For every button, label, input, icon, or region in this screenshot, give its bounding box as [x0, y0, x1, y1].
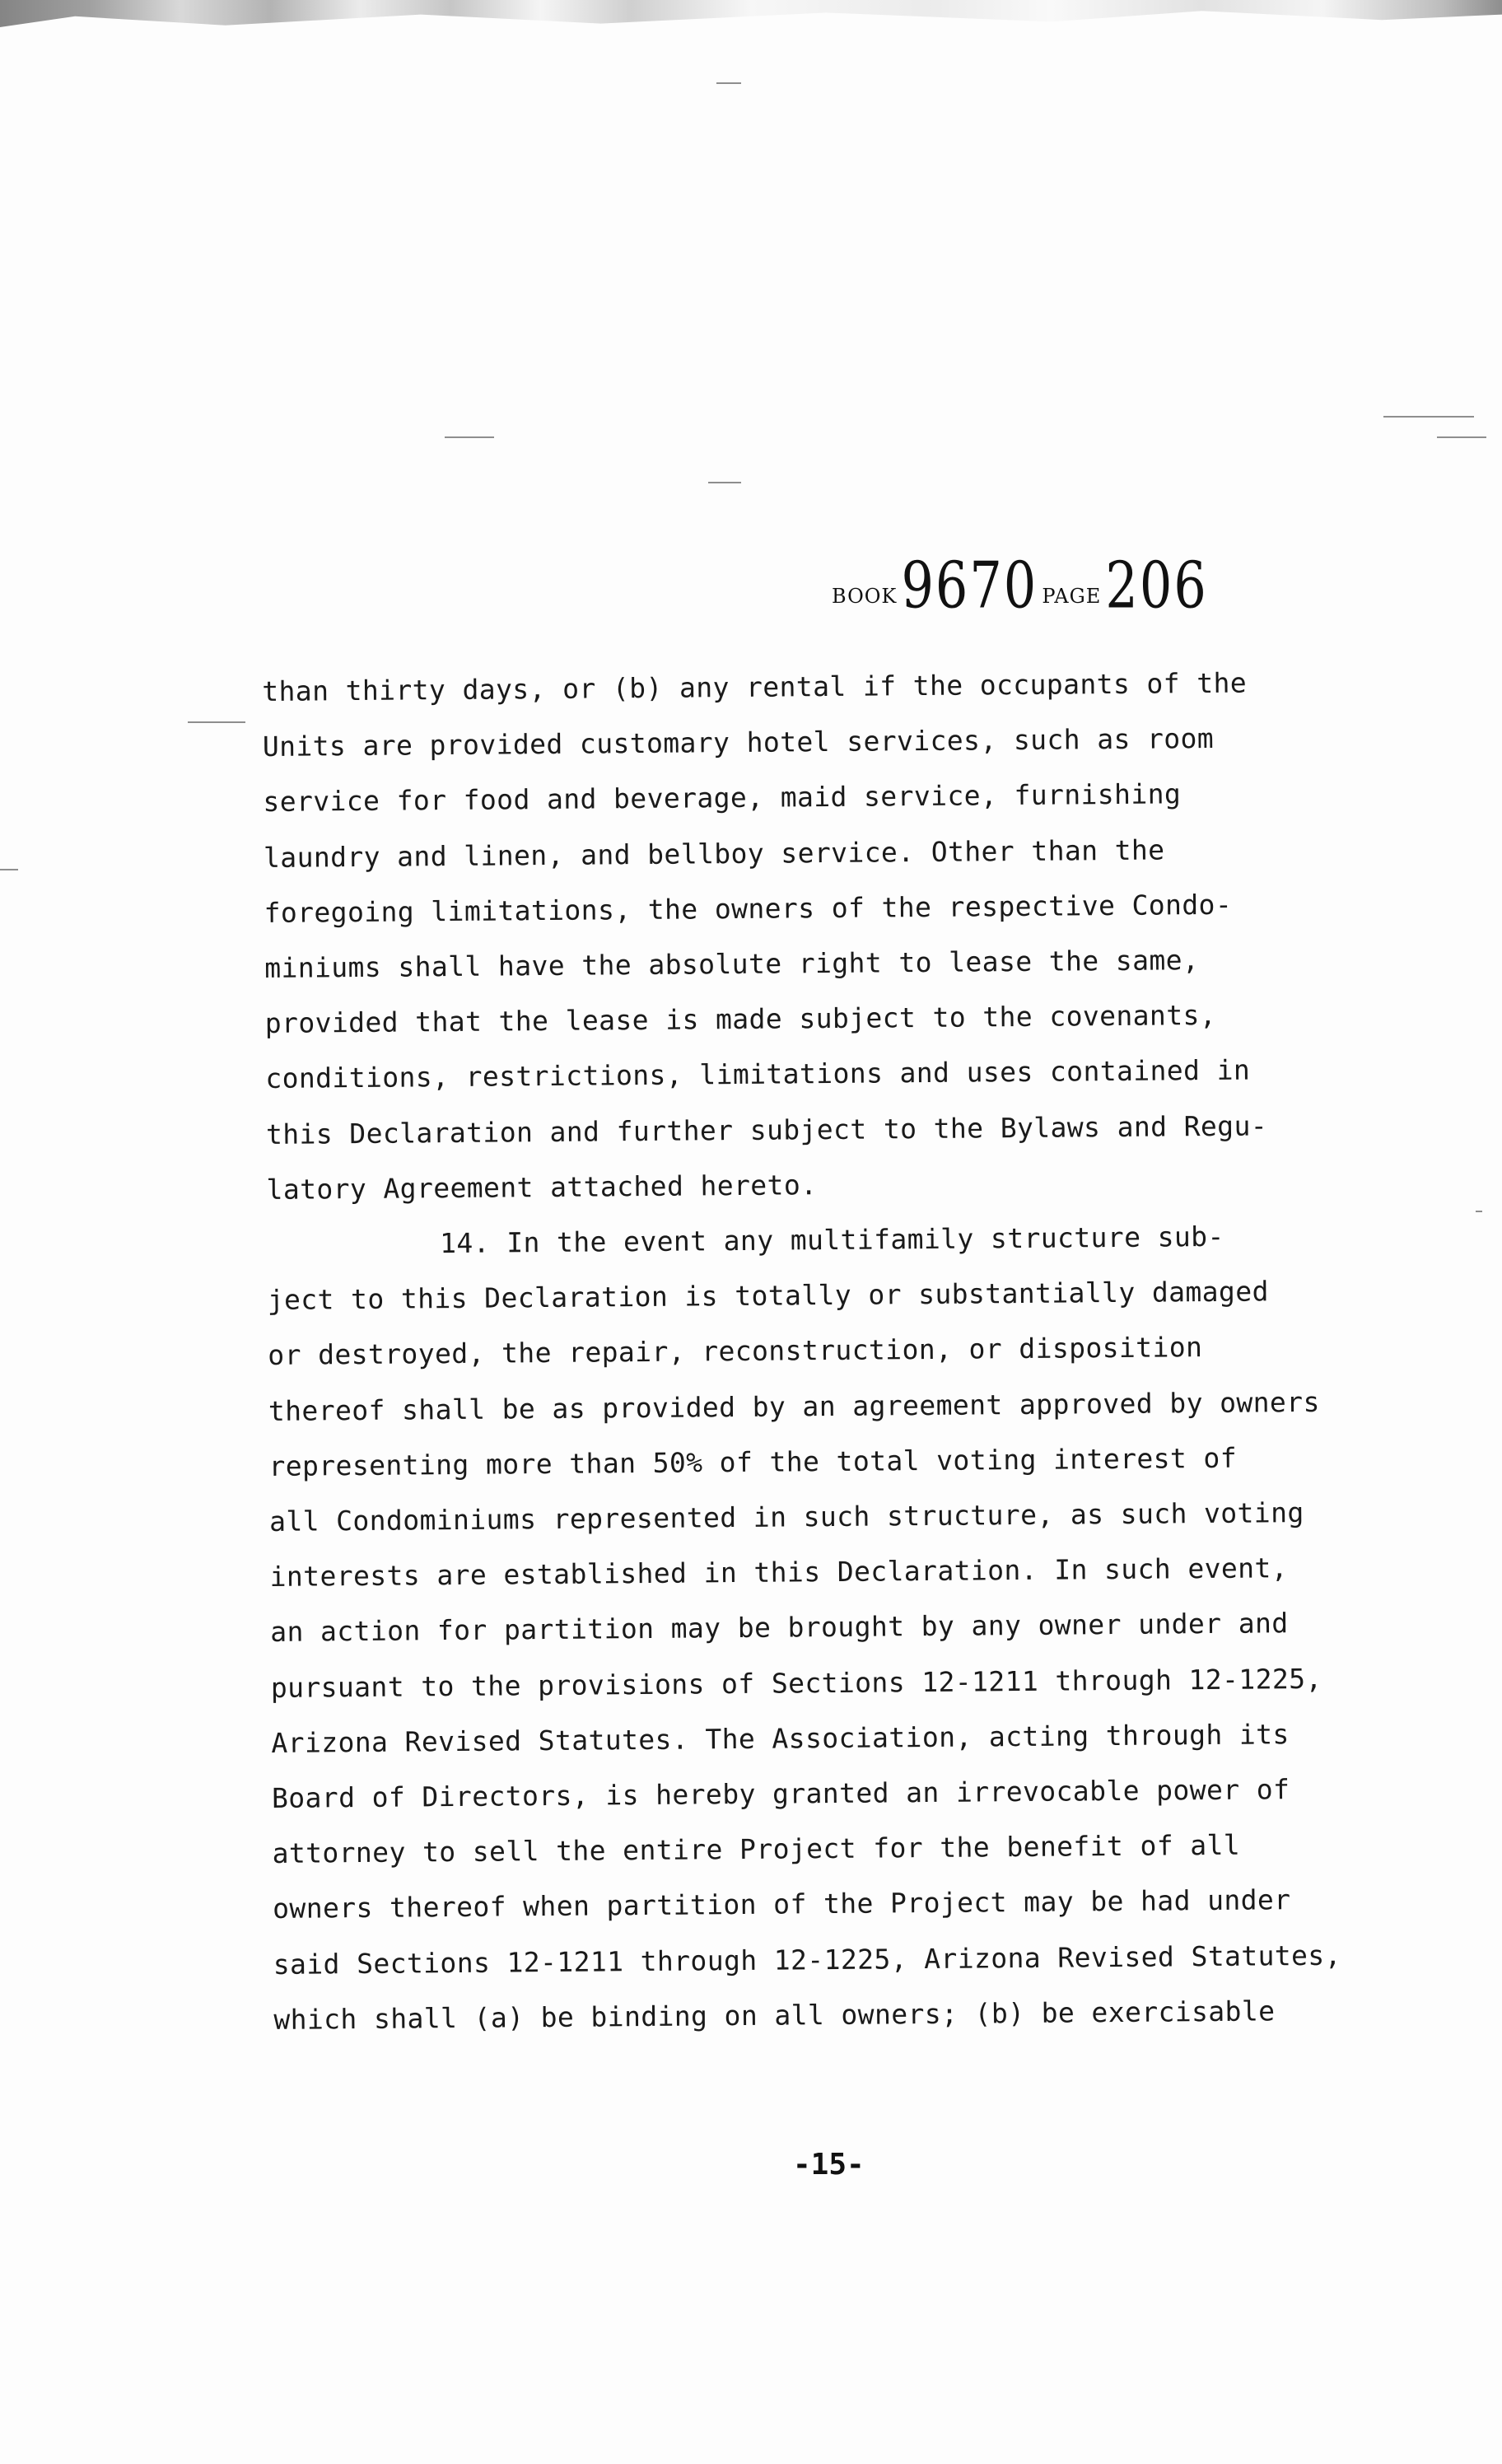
text-line: all Condominiums represented in such structure, as such voting: [268, 1496, 1304, 1538]
text-line: laundry and linen, and bellboy service. Other than the: [263, 833, 1165, 874]
text-line: Board of Directors, is hereby granted an irrevocable power of: [271, 1773, 1290, 1815]
scan-speck: [188, 721, 245, 723]
text-line: Arizona Revised Statutes. The Association, acting through its: [271, 1718, 1290, 1759]
text-line: representing more than 50% of the total voting interest of: [268, 1441, 1238, 1482]
text-line: Units are provided customary hotel services, such as room: [262, 722, 1215, 763]
book-label: BOOK: [832, 585, 898, 608]
recorded-page-number: 206: [1105, 547, 1208, 623]
scan-speck: [708, 482, 741, 483]
text-line: foregoing limitations, the owners of the respective Condo-: [264, 888, 1233, 929]
book-number: 9670: [901, 547, 1038, 623]
scan-speck: [1437, 436, 1486, 438]
text-line: latory Agreement attached hereto.: [266, 1168, 818, 1206]
document-body: [262, 654, 1411, 2047]
scan-speck: [1383, 416, 1474, 418]
text-line: pursuant to the provisions of Sections 12-1211 through 12-1225,: [270, 1662, 1322, 1704]
scan-speck: [1476, 1211, 1482, 1212]
text-line: attorney to sell the entire Project for the benefit of all: [272, 1828, 1241, 1870]
text-line: thereof shall be as provided by an agreement approved by owners: [268, 1385, 1320, 1427]
page-footer-number: -15-: [793, 2148, 865, 2182]
text-line: miniums shall have the absolute right to lease the same,: [264, 944, 1200, 985]
scan-speck: [445, 436, 494, 438]
text-line: or destroyed, the repair, reconstruction, or disposition: [268, 1331, 1203, 1372]
text-line: ject to this Declaration is totally or substantially damaged: [267, 1275, 1269, 1317]
scan-speck: [0, 869, 18, 870]
text-line: provided that the lease is made subject to the covenants,: [264, 999, 1217, 1040]
text-line: conditions, restrictions, limitations and uses contained in: [265, 1053, 1251, 1095]
page-label: PAGE: [1042, 585, 1102, 608]
text-line: owners thereof when partition of the Project may be had under: [273, 1883, 1291, 1925]
text-line: service for food and beverage, maid service, furnishing: [263, 777, 1182, 819]
paragraph-14-start: 14. In the event any multifamily structure sub-: [439, 1220, 1224, 1260]
text-line: than thirty days, or (b) any rental if the occupants of the: [262, 666, 1248, 707]
text-line: said Sections 12-1211 through 12-1225, Arizona Revised Statutes,: [273, 1939, 1342, 1981]
scan-artifact-top: [0, 0, 1502, 36]
book-page-reference: [832, 547, 1208, 623]
scan-speck: [716, 82, 741, 84]
text-line: interests are established in this Declaration. In such event,: [269, 1552, 1289, 1594]
text-line: which shall (a) be binding on all owners; (b) be exercisable: [273, 1995, 1276, 2036]
text-line: this Declaration and further subject to the Bylaws and Regu-: [265, 1108, 1268, 1150]
text-line: an action for partition may be brought by any owner under and: [270, 1607, 1289, 1649]
